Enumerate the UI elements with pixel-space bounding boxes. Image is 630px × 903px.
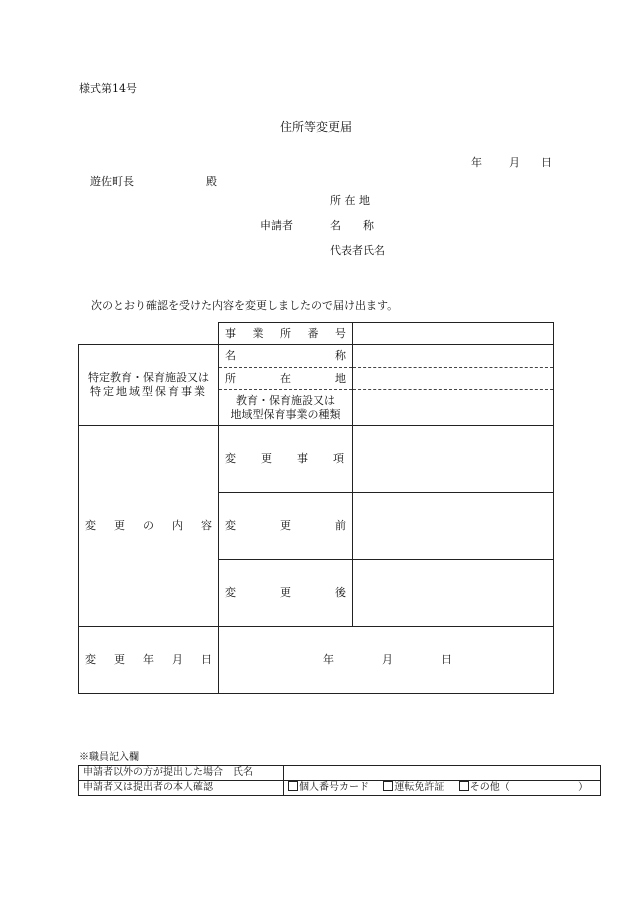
staff-table	[78, 765, 601, 796]
office-number-field[interactable]	[353, 323, 554, 345]
blank-corner	[79, 323, 219, 345]
change-item-label: 変 更 事 項	[219, 426, 353, 493]
location-field[interactable]	[353, 368, 554, 390]
date-day: 日	[541, 156, 552, 169]
office-number-label: 事 業 所 番 号	[219, 323, 353, 345]
staff-row1-field[interactable]	[284, 766, 601, 781]
change-item-field[interactable]	[353, 426, 554, 493]
change-date-field[interactable]	[219, 627, 554, 694]
opt-other-label: その他（	[469, 782, 510, 793]
addressee-honorific: 殿	[206, 175, 217, 188]
opt-license-label: 運転免許証	[394, 782, 445, 793]
opt-mynumber-label: 個人番号カード	[299, 782, 369, 793]
checkbox-other[interactable]	[459, 781, 469, 791]
form-title: 住所等変更届	[280, 120, 353, 134]
change-date-year: 年	[323, 653, 334, 666]
after-label: 変 更 後	[219, 560, 353, 627]
after-field[interactable]	[353, 560, 554, 627]
date-year: 年	[471, 156, 482, 169]
change-date-month: 月	[382, 653, 393, 666]
change-date-day: 日	[441, 653, 452, 666]
applicant-rep-label: 代表者氏名	[330, 244, 385, 257]
date-month: 月	[509, 156, 520, 169]
change-date-label: 変 更 年 月 日	[79, 627, 219, 694]
change-content-label: 変 更 の 内 容	[79, 426, 219, 627]
change-table	[78, 322, 554, 694]
paren-close: ）	[578, 782, 589, 793]
facility-group-label: 特定教育・保育施設又は 特定地域型保育事業	[79, 345, 219, 426]
staff-heading: ※職員記入欄	[79, 752, 139, 763]
before-field[interactable]	[353, 493, 554, 560]
checkbox-license[interactable]	[383, 781, 393, 791]
staff-row1-label: 申請者以外の方が提出した場合 氏名	[79, 766, 284, 781]
applicant-address-label: 所 在 地	[330, 194, 370, 207]
type-field[interactable]	[353, 390, 554, 426]
applicant-name-label: 名 称	[330, 219, 374, 232]
checkbox-mynumber[interactable]	[288, 781, 298, 791]
applicant-label: 申請者	[260, 219, 293, 232]
form-number: 様式第14号	[79, 82, 137, 95]
staff-row2-label: 申請者又は提出者の本人確認	[79, 781, 284, 796]
before-label: 変 更 前	[219, 493, 353, 560]
type-label: 教育・保育施設又は 地域型保育事業の種類	[219, 390, 353, 426]
staff-row2-options	[284, 781, 601, 796]
addressee-name: 遊佐町長	[90, 175, 134, 188]
name-label: 名 称	[219, 345, 353, 368]
intro-text: 次のとおり確認を受けた内容を変更しましたので届け出ます。	[91, 299, 399, 312]
location-label: 所 在 地	[219, 368, 353, 390]
name-field[interactable]	[353, 345, 554, 368]
